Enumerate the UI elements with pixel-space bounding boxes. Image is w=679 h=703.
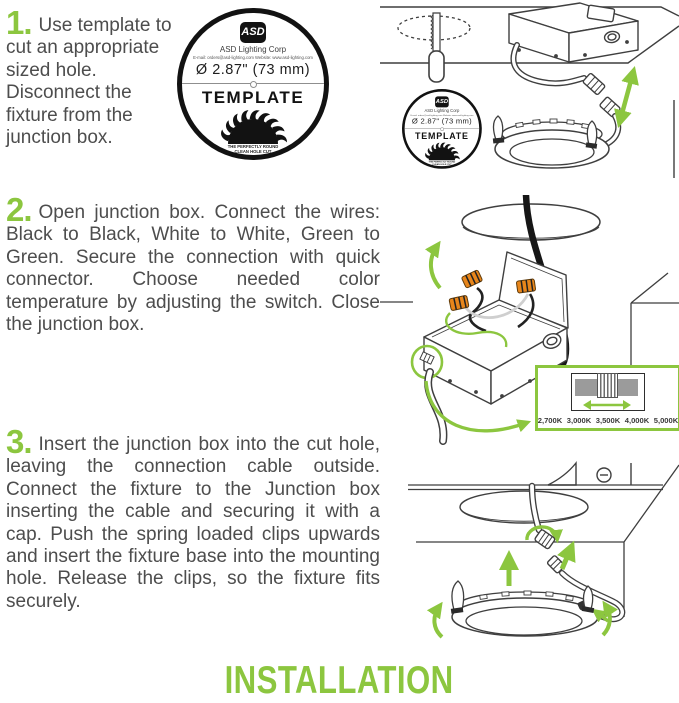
installation-heading: INSTALLATION — [225, 659, 454, 702]
close-lid-arrow-icon — [431, 246, 440, 288]
quick-connector-icon — [516, 279, 535, 293]
step-1-instructions — [6, 4, 178, 149]
color-temp-switch — [571, 373, 645, 411]
mounting-hole — [460, 491, 588, 523]
kelvin-label: 3,000K — [566, 416, 592, 425]
junction-box-above-ceiling — [548, 463, 631, 485]
slide-arrow-icon — [582, 399, 632, 411]
junction-box-illustration — [509, 3, 638, 62]
switch-slider — [597, 373, 618, 398]
kelvin-label: 4,000K — [624, 416, 650, 425]
template-contact-line: E-mail: orders@asd-lighting.com Website: www.asd-lighting.com — [410, 113, 474, 117]
step-2-instructions — [6, 191, 380, 336]
step-1-text: Use template to cut an appropriate sized hole. Disconnect the fixture from the junction box. — [6, 15, 172, 149]
hole-saw-icon — [429, 13, 444, 82]
cutting-template-label — [177, 8, 329, 160]
quick-connector-icon — [461, 270, 482, 288]
kelvin-labels — [538, 416, 678, 425]
step-3-number: 3. — [6, 423, 32, 460]
template-company-name: ASD Lighting Corp — [219, 45, 287, 54]
saw-blade-icon — [211, 109, 295, 144]
kelvin-label: 3,500K — [595, 416, 621, 425]
spring-clip-icon — [451, 581, 464, 614]
step-2-text: Open junction box. Connect the wires: Black to Black, White to White, Green to Green. Secure the connection with quick connector. Choose needed color temperature by adjusting the switch. Close the junction box. — [6, 202, 380, 336]
color-temperature-panel — [535, 365, 679, 431]
push-up-curved-arrow-icon — [434, 607, 442, 637]
step-3-instructions — [6, 423, 380, 613]
template-divider — [182, 80, 324, 87]
spring-clip-icon — [493, 116, 504, 144]
kelvin-label: 2,700K — [537, 416, 563, 425]
step-1-number: 1. — [6, 4, 32, 41]
template-diameter: Ø 2.87" (73 mm) — [195, 62, 311, 78]
asd-logo-text: ASD — [241, 26, 265, 38]
template-tagline-1: THE PERFECTLY ROUND — [227, 144, 279, 149]
kelvin-label: 5,000K — [653, 416, 679, 425]
switch-track-right — [618, 379, 638, 396]
asd-logo: ASD — [435, 96, 449, 107]
downlight-fixture-illustration — [452, 591, 598, 636]
template-company-name: ASD Lighting Corp — [424, 108, 460, 114]
step-3-text: Insert the junction box into the cut hole, leaving the connection cable outside. Connect the fixture to the Junction box inserting the cable and securing it with a cap. Push the spring loaded clips upwards and insert the fixture base into the mounting hole. Release the clips, so the fixture fits securely. — [6, 434, 380, 612]
template-tagline-2: CLEAN HOLE CUT — [234, 149, 272, 154]
step-3-illustration — [380, 445, 679, 655]
step-2-number: 2. — [6, 191, 32, 228]
template-title: TEMPLATE — [415, 131, 469, 141]
saw-blade-icon — [420, 142, 464, 160]
template-diameter: Ø 2.87" (73 mm) — [411, 117, 472, 126]
template-title: TEMPLATE — [201, 88, 305, 107]
template-contact-line: E-mail: orders@asd-lighting.com Website: www.asd-lighting.com — [193, 55, 313, 60]
up-arrow-icon — [562, 548, 571, 569]
cutting-template-label-small: ASD ASD Lighting Corp E-mail: orders@asd-lighting.com Website: www.asd-lighting.com Ø 2.87" (73 mm) TEMPLATE THE PERFECTLY ROUND CLEAN HOLE CUT — [402, 89, 482, 169]
asd-logo — [240, 22, 266, 43]
connect-disconnect-arrow-icon — [620, 73, 633, 121]
outside-cable — [428, 372, 443, 441]
switch-track-left — [575, 379, 597, 396]
